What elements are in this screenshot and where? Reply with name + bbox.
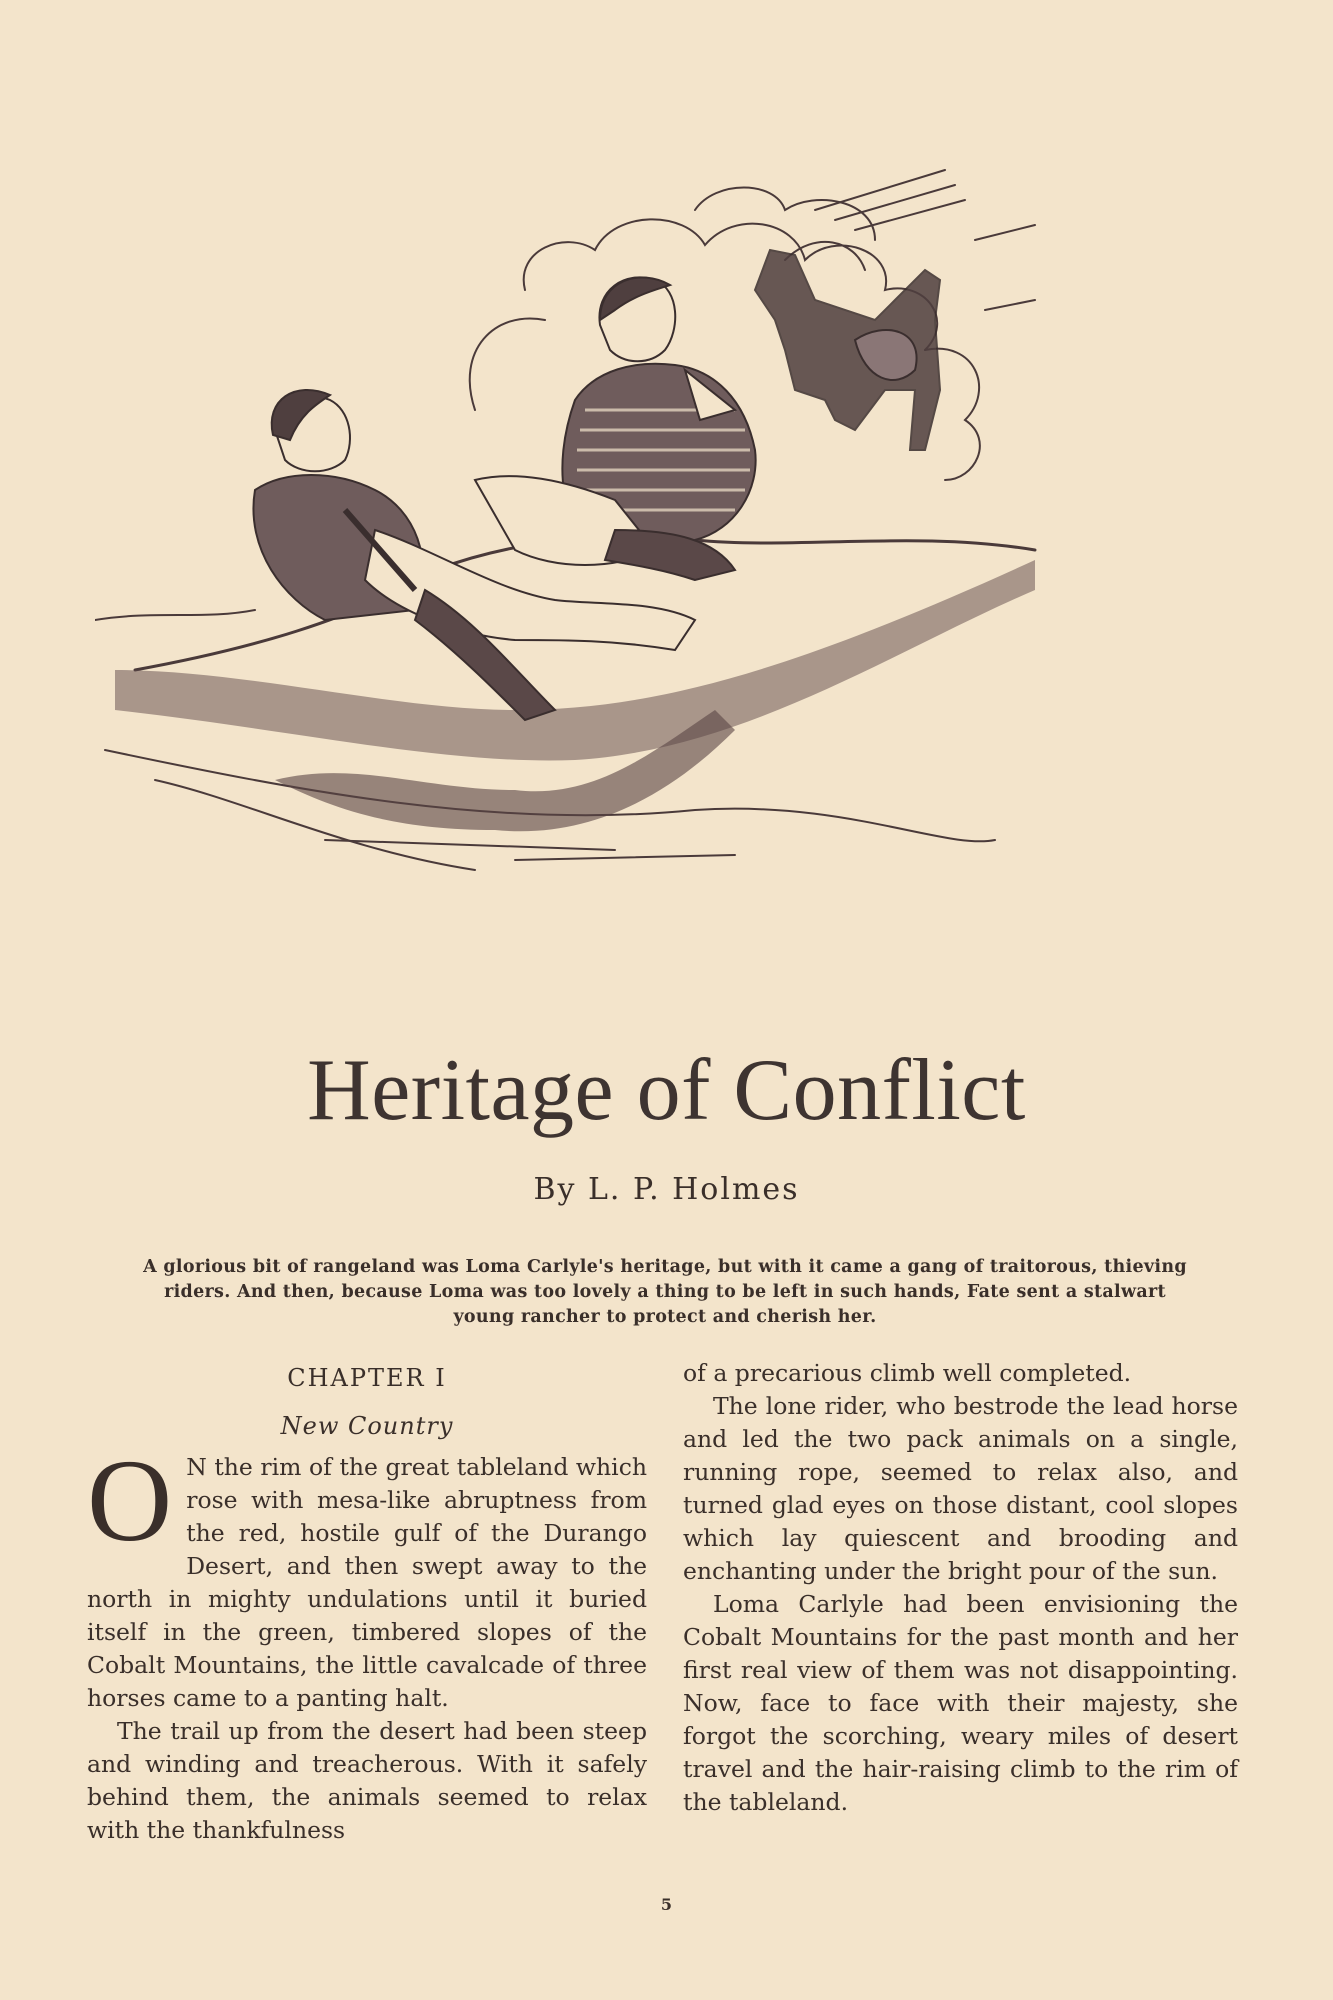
illustration-rancher-and-woman-resting bbox=[95, 150, 1235, 930]
chapter-heading: CHAPTER I bbox=[287, 1364, 447, 1392]
page-number: 5 bbox=[660, 1895, 673, 1914]
paragraph-opening bbox=[87, 1435, 647, 1715]
paragraph-trail: The trail up from the desert had been steep and winding and treacherous. With it safely behind them, the animals seemed to relax with the thankfulness bbox=[87, 1717, 647, 1844]
paragraph-lone-rider: The lone rider, who bestrode the lead horse and led the two pack animals on a single, running rope, seemed to relax also, and turned glad eyes on those distant, cool slopes which lay quiescent and brooding and enchanting under the bright pour of the sun. bbox=[683, 1392, 1238, 1585]
story-title: Heritage of Conflict bbox=[307, 1042, 1026, 1139]
story-byline: By L. P. Holmes bbox=[533, 1172, 800, 1207]
story-blurb: A glorious bit of rangeland was Loma Carlyle's heritage, but with it came a gang of traitorous, thieving riders. And then, because Loma was too lovely a thing to be left in such hands, Fate sent a stalwart young rancher to protect and cherish her. bbox=[143, 1257, 1187, 1327]
paragraph-trail-continued: of a precarious climb well completed. bbox=[683, 1359, 1132, 1387]
text-column-left bbox=[87, 1357, 647, 1847]
paragraph-loma: Loma Carlyle had been envisioning the Cobalt Mountains for the past month and her first real view of them was not disappointing. Now, face to face with their majesty, she forgot the scorching, weary miles of desert travel and the hair-raising climb to the rim of the tableland. bbox=[683, 1590, 1238, 1816]
paragraph-opening-text: N the rim of the great tableland which rose with mesa-like abruptness from the red, hostile gulf of the Durango Desert, and then swept away to the north in mighty undulations until it buried itself in the green, timbered slopes of the Cobalt Mountains, the little cavalcade of three horses came to a panting halt. bbox=[87, 1453, 647, 1712]
chapter-subtitle: New Country bbox=[280, 1412, 454, 1440]
drop-cap: O bbox=[87, 1435, 173, 1566]
text-column-right bbox=[683, 1357, 1238, 1819]
